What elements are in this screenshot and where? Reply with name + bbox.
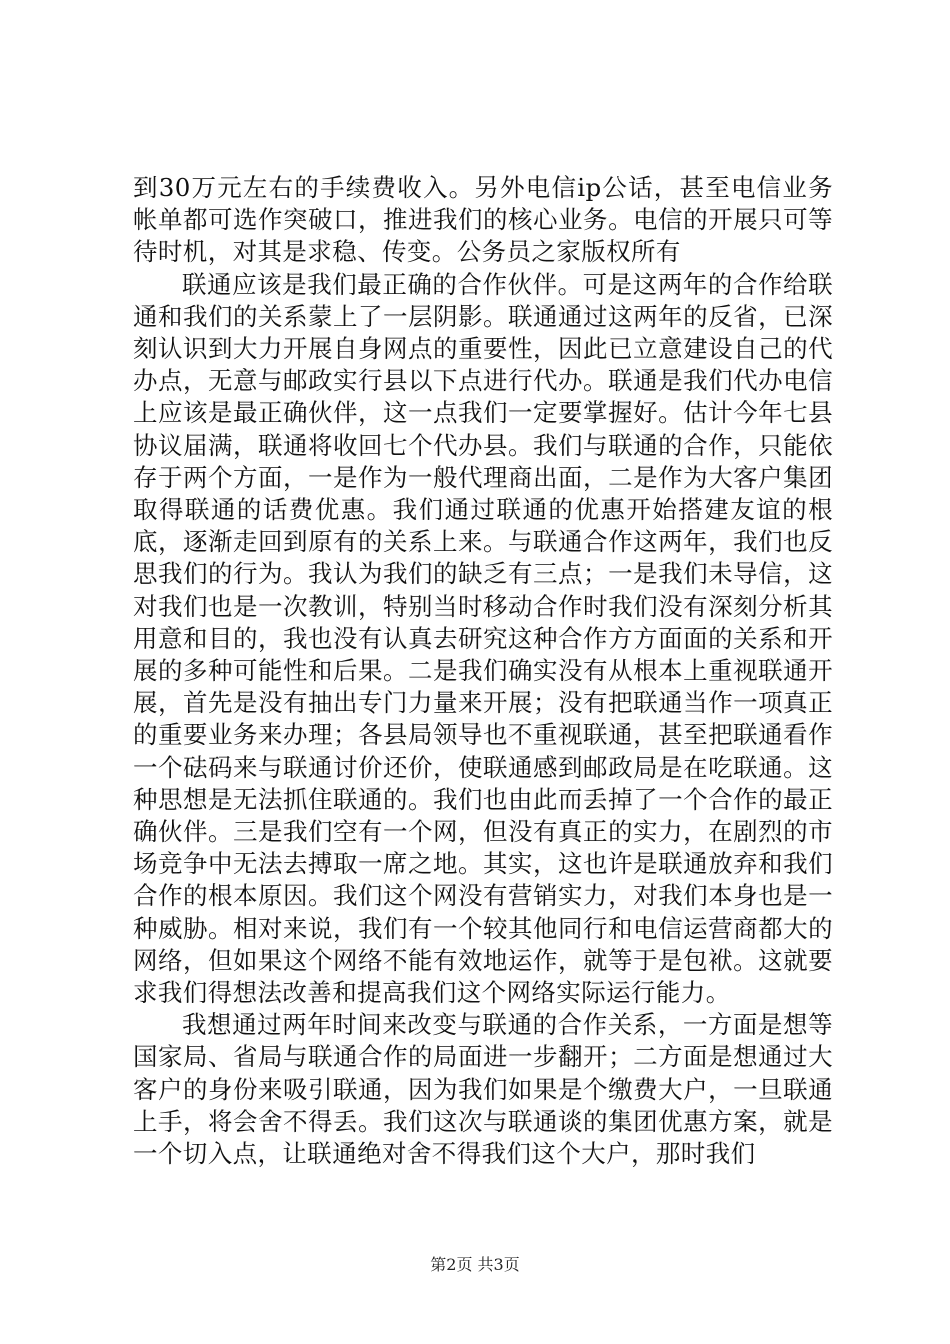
page-number-footer: 第2页 共3页 <box>430 1255 520 1274</box>
body-text <box>133 172 833 1170</box>
paragraph-2: 联通应该是我们最正确的合作伙伴。可是这两年的合作给联通和我们的关系蒙上了一层阴影。联通通过这两年的反省，已深刻认识到大力开展自身网点的重要性，因此已立意建设自己的代办点，无意与邮政实行县以下点进行代办。联通是我们代办电信上应该是最正确伙伴，这一点我们一定要掌握好。估计今年七县协议届满，联通将收回七个代办县。我们与联通的合作，只能依存于两个方面，一是作为一般代理商出面，二是作为大客户集团取得联通的话费优惠。我们通过联通的优惠开始搭建友谊的根底，逐渐走回到原有的关系上来。与联通合作这两年，我们也反思我们的行为。我认为我们的缺乏有三点；一是我们未导信，这对我们也是一次教训，特别当时移动合作时我们没有深刻分析其用意和目的，我也没有认真去研究这种合作方方面面的关系和开展的多种可能性和后果。二是我们确实没有从根本上重视联通开展，首先是没有抽出专门力量来开展；没有把联通当作一项真正的重要业务来办理；各县局领导也不重视联通，甚至把联通看作一个砝码来与联通讨价还价，使联通感到邮政局是在吃联通。这种思想是无法抓住联通的。我们也由此而丢掉了一个合作的最正确伙伴。三是我们空有一个网，但没有真正的实力，在剧烈的市场竞争中无法去搏取一席之地。其实，这也许是联通放弃和我们合作的根本原因。我们这个网没有营销实力，对我们本身也是一种威胁。相对来说，我们有一个较其他同行和电信运营商都大的网络，但如果这个网络不能有效地运作，就等于是包袱。这就要求我们得想法改善和提高我们这个网络实际运行能力。 <box>133 269 833 1008</box>
paragraph-1: 到30万元左右的手续费收入。另外电信ip公话，甚至电信业务帐单都可选作突破口，推进我们的核心业务。电信的开展只可等待时机，对其是求稳、传变。公务员之家版权所有 <box>133 173 833 267</box>
paragraph-3: 我想通过两年时间来改变与联通的合作关系，一方面是想等国家局、省局与联通合作的局面进一步翻开；二方面是想通过大客户的身份来吸引联通，因为我们如果是个缴费大户，一旦联通上手，将会舍不得丢。我们这次与联通谈的集团优惠方案，就是一个切入点，让联通绝对舍不得我们这个大户，那时我们 <box>133 1010 833 1169</box>
